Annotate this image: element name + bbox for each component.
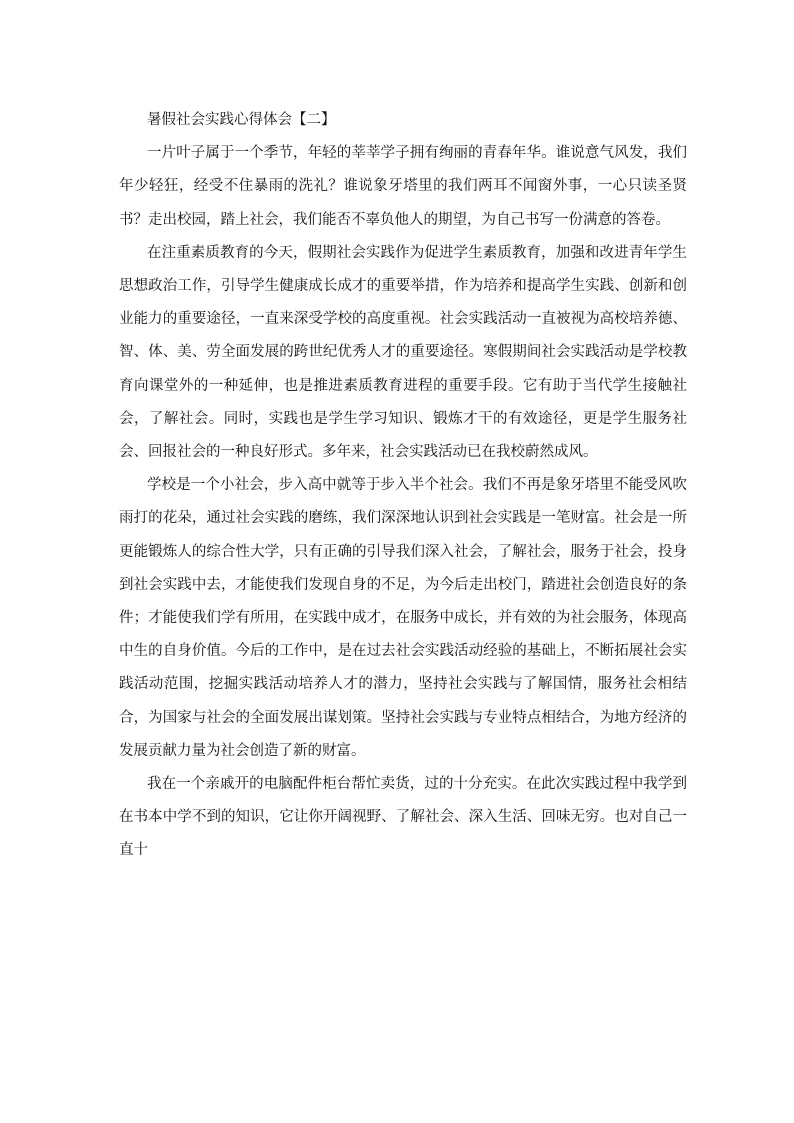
document-body	[119, 104, 687, 868]
paragraph-4: 我在一个亲戚开的电脑配件柜台帮忙卖货，过的十分充实。在此次实践过程中我学到在书本中学不到的知识，它让你开阔视野、了解社会、深入生活、回味无穷。也对自己一直十	[119, 776, 687, 859]
document-title: 暑假社会实践心得体会【二】	[147, 112, 336, 128]
paragraph-2: 在注重素质教育的今天，假期社会实践作为促进学生素质教育，加强和改进青年学生思想政治工作，引导学生健康成长成才的重要举措，作为培养和提高学生实践、创新和创业能力的重要途径，一直来深受学校的高度重视。社会实践活动一直被视为高校培养德、智、体、美、劳全面发展的跨世纪优秀人才的重要途径。寒假期间社会实践活动是学校教育向课堂外的一种延伸，也是推进素质教育进程的重要手段。它有助于当代学生接触社会，了解社会。同时，实践也是学生学习知识、锻炼才干的有效途径，更是学生服务社会、回报社会的一种良好形式。多年来，社会实践活动已在我校蔚然成风。	[119, 244, 687, 461]
paragraph-1: 一片叶子属于一个季节，年轻的莘莘学子拥有绚丽的青春年华。谁说意气风发，我们年少轻狂，经受不住暴雨的洗礼？谁说象牙塔里的我们两耳不闻窗外事，一心只读圣贤书？走出校园，踏上社会，我们能否不辜负他人的期望，为自己书写一份满意的答卷。	[119, 145, 687, 228]
paragraph-3: 学校是一个小社会，步入高中就等于步入半个社会。我们不再是象牙塔里不能受风吹雨打的花朵，通过社会实践的磨练，我们深深地认识到社会实践是一笔财富。社会是一所更能锻炼人的综合性大学，只有正确的引导我们深入社会，了解社会，服务于社会，投身到社会实践中去，才能使我们发现自身的不足，为今后走出校门，踏进社会创造良好的条件；才能使我们学有所用，在实践中成才，在服务中成长，并有效的为社会服务，体现高中生的自身价值。今后的工作中，是在过去社会实践活动经验的基础上，不断拓展社会实践活动范围，挖掘实践活动培养人才的潜力，坚持社会实践与了解国情，服务社会相结合，为国家与社会的全面发展出谋划策。坚持社会实践与专业特点相结合，为地方经济的发展贡献力量为社会创造了新的财富。	[119, 477, 687, 759]
